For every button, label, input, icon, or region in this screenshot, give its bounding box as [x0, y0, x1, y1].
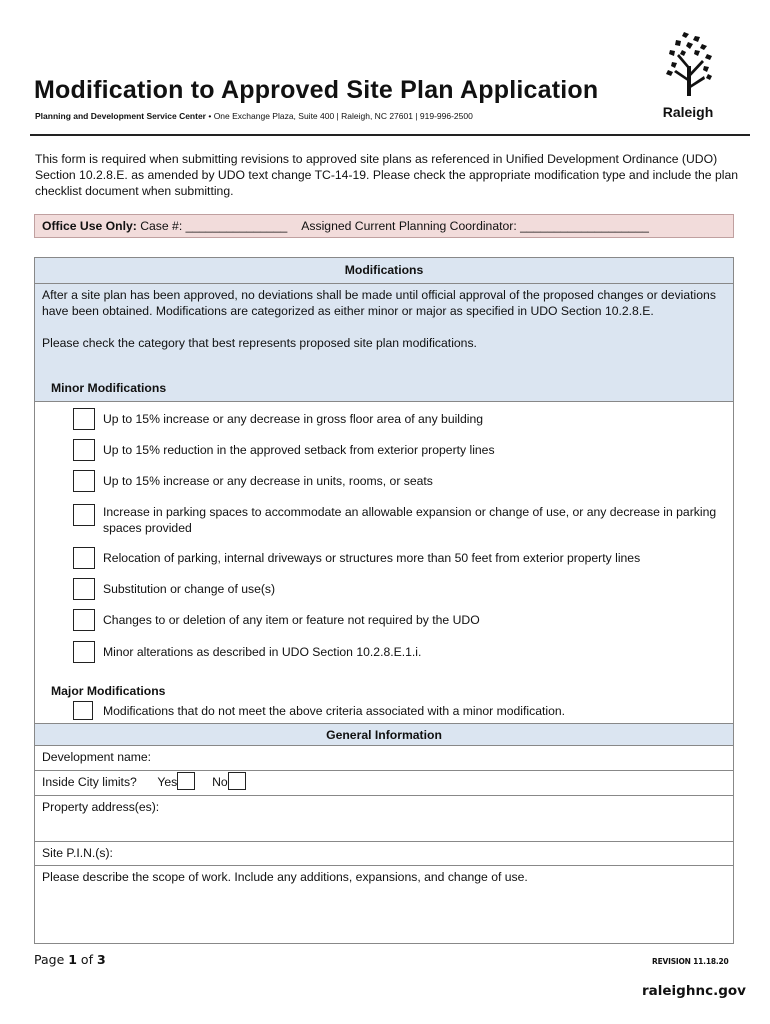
subtitle-address: • One Exchange Plaza, Suite 400 | Raleigh, NC 27601 | 919-996-2500 — [206, 111, 473, 121]
checkbox-floor-area[interactable] — [73, 408, 95, 430]
development-name-row[interactable] — [35, 746, 733, 771]
office-use-only-box — [34, 214, 734, 238]
website-url: raleighnc.gov — [642, 983, 746, 999]
modifications-heading: Modifications — [35, 258, 733, 284]
property-address-row[interactable] — [35, 796, 733, 842]
raleigh-logo — [652, 30, 732, 122]
inside-city-limits-row — [35, 771, 733, 796]
minor-item-label: Increase in parking spaces to accommodate an allowable expansion or change of use, or any decrease in parking spaces provided — [103, 505, 717, 535]
minor-modifications-heading: Minor Modifications — [51, 381, 167, 395]
minor-item-label: Up to 15% reduction in the approved setback from exterior property lines — [103, 443, 495, 457]
development-name-label: Development name: — [42, 750, 152, 764]
minor-item-label: Up to 15% increase or any decrease in units, rooms, or seats — [103, 474, 433, 488]
major-modifications-heading: Major Modifications — [51, 684, 166, 698]
checkbox-deletion[interactable] — [73, 609, 95, 631]
planning-coordinator-field[interactable]: Assigned Current Planning Coordinator: ___________________ — [301, 219, 649, 233]
modifications-instruction: Please check the category that best represents proposed site plan modifications. — [42, 336, 477, 350]
yes-label: Yes — [157, 775, 178, 789]
page-total: 3 — [96, 952, 106, 967]
case-number-field[interactable]: Case #: _______________ — [136, 219, 288, 233]
minor-item-label: Up to 15% increase or any decrease in gross floor area of any building — [103, 412, 484, 426]
page-number — [34, 952, 106, 967]
page-current: 1 — [68, 952, 77, 967]
no-checkbox[interactable] — [228, 772, 246, 790]
form-box — [34, 257, 734, 944]
page-prefix: Page — [34, 952, 69, 967]
modifications-desc-text: After a site plan has been approved, no deviations shall be made until official approval of the proposed changes or deviations have been obtained. Modifications are categorized as either minor or major as specified in UDO Section 10.2.8.E. — [42, 288, 716, 318]
revision-label: REVISION 11.18.20 — [652, 957, 729, 966]
checkbox-units[interactable] — [73, 470, 95, 492]
intro-paragraph: This form is required when submitting revisions to approved site plans as referenced in Unified Development Ordinance (UDO) Section 10.2.8.E. as amended by UDO text change TC-14-19. Please check the appropriate modification type and include the plan checklist document when submitting. — [35, 152, 739, 198]
checkbox-major[interactable] — [73, 701, 93, 720]
general-information-heading: General Information — [35, 723, 733, 746]
minor-item-label: Substitution or change of use(s) — [103, 582, 276, 596]
major-item-label: Modifications that do not meet the above criteria associated with a minor modification. — [103, 704, 566, 718]
scope-of-work-row[interactable] — [35, 866, 733, 943]
no-label: No — [212, 775, 228, 789]
minor-item-label: Relocation of parking, internal driveways or structures more than 50 feet from exterior property lines — [103, 551, 641, 565]
header-divider — [30, 134, 750, 136]
site-pin-label: Site P.I.N.(s): — [42, 846, 113, 860]
checkbox-parking-spaces[interactable] — [73, 504, 95, 526]
subtitle-org: Planning and Development Service Center — [35, 111, 206, 121]
checkbox-relocation[interactable] — [73, 547, 95, 569]
checkbox-setback[interactable] — [73, 439, 95, 461]
property-address-label: Property address(es): — [42, 800, 160, 814]
yes-checkbox[interactable] — [177, 772, 195, 790]
page-subtitle — [35, 111, 473, 121]
page-of: of — [76, 952, 97, 967]
oak-tree-icon — [664, 30, 714, 102]
site-pin-row[interactable] — [35, 842, 733, 866]
scope-of-work-label: Please describe the scope of work. Include any additions, expansions, and change of use. — [42, 870, 528, 884]
inside-city-label: Inside City limits? — [42, 775, 137, 789]
office-use-label: Office Use Only: — [42, 219, 137, 233]
minor-item-label: Minor alterations as described in UDO Section 10.2.8.E.1.i. — [103, 645, 422, 659]
logo-text: Raleigh — [662, 104, 714, 120]
page-title: Modification to Approved Site Plan Application — [34, 76, 599, 104]
minor-item-label: Changes to or deletion of any item or feature not required by the UDO — [103, 613, 480, 627]
checkbox-change-of-use[interactable] — [73, 578, 95, 600]
checkbox-minor-alterations[interactable] — [73, 641, 95, 663]
